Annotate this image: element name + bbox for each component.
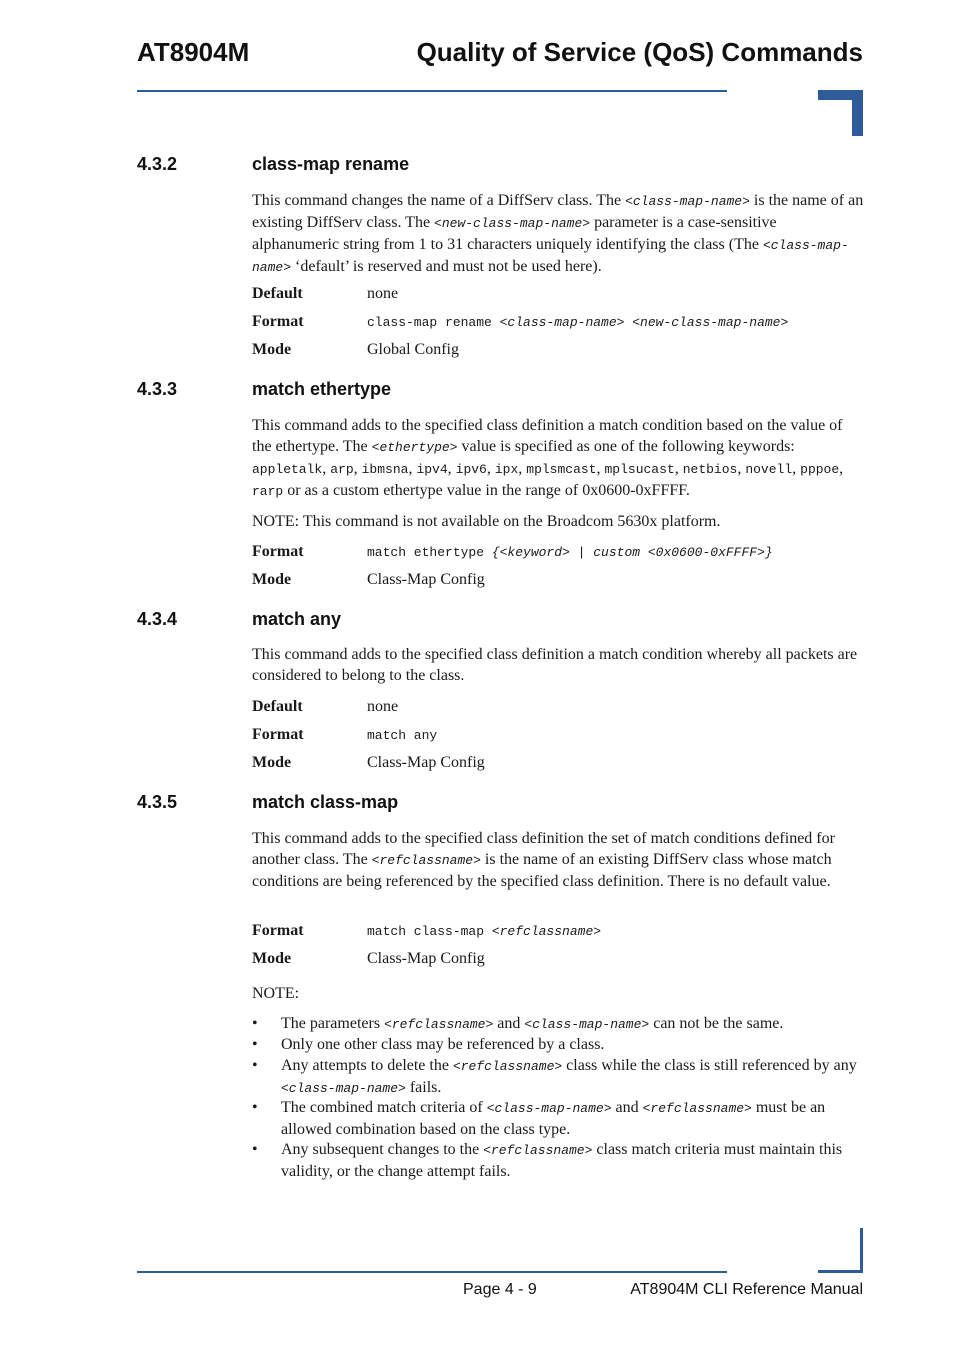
list-item [252,1034,864,1055]
param-code: <new-class-map-name> [434,216,591,231]
keyword: appletalk [252,462,323,477]
format-row [252,920,601,942]
mode-row [252,569,485,590]
param-code: <class-map-name> [625,194,750,209]
default-row [252,283,398,304]
note-label: NOTE: [252,985,300,1002]
text: class while the class is still referenced by any [562,1057,857,1074]
mode-row [252,339,459,360]
text: Any attempts to delete the [281,1057,453,1074]
bullet-icon: • [252,1036,258,1053]
section-4-3-2-description [252,190,864,278]
row-value: none [367,698,399,715]
row-value: Class-Map Config [367,950,485,967]
mode-row [252,752,485,773]
text: Any subsequent changes to the [281,1141,484,1158]
section-title: match class-map [252,792,399,812]
section-heading-4-3-5 [137,792,398,813]
section-4-3-5-description [252,828,864,892]
row-label: Mode [252,754,292,771]
command-code: match any [367,728,438,743]
text: ‘default’ is reserved and must not be used here). [291,258,602,275]
command-args: <class-map-name> <new-class-map-name> [499,315,789,330]
format-row [252,541,773,563]
list-item [252,1097,864,1140]
footer-corner-bar [818,1270,863,1273]
list-item [252,1013,864,1035]
text: parameter is a case-sensitive alphanumeric string from 1 to 31 characters uniquely identifying the class (The [252,214,777,253]
text: This command adds to the specified class definition the set of match conditions defined for another class. The [252,830,835,868]
text: and [493,1015,525,1032]
text: and [611,1099,643,1116]
row-label: Mode [252,571,292,588]
header-chapter-title: Quality of Service (QoS) Commands [416,37,863,67]
format-row [252,724,437,746]
param-code: <class-map-name> [486,1101,612,1116]
keyword: ipv6 [455,462,487,477]
header-product: AT8904M [137,37,250,67]
param-code: <class-map-name> [252,238,849,275]
row-value: Global Config [367,341,459,358]
param-code: <class-map-name> [524,1017,650,1032]
section-4-3-3-description: This command adds to the specified class definition a match condition based on the value of the ethertype. The <ethertype> value is specified as one of the following keywords: appletalk, arp, ibmsna, ipv4, ipv6, ipx, mplsmcast, mplsucast, netbios, novell, pppoe, rarp or as a custom ethertype value in the range of 0x0600-0xFFFF. [252,417,844,499]
row-label: Default [252,285,303,302]
note-text: NOTE: This command is not available on the Broadcom 5630x platform. [252,513,721,530]
param-code: <refclassname> [452,1059,563,1074]
command-code: match ethertype [367,545,492,560]
text: Only one other class may be referenced by a class. [281,1036,605,1053]
bullet-icon: • [252,1141,258,1158]
header-corner-post [852,90,863,136]
keyword: mplsucast [604,462,675,477]
text: is the name of an existing DiffServ class whose match conditions are being referenced by the specified class definition. There is no default value. [252,851,832,890]
section-title: match ethertype [252,379,392,399]
text: is the name of an existing DiffServ class. The [252,192,864,231]
row-label: Format [252,726,304,743]
row-value: Class-Map Config [367,571,485,588]
command-args: <refclassname> [491,924,602,939]
text: can not be the same. [649,1015,784,1032]
text: This command adds to the specified class definition a match condition based on the value of the ethertype. The [252,417,843,455]
text: or as a custom ethertype value in the range of 0x0600-0xFFFF. [283,482,690,499]
keyword: arp [330,462,354,477]
param-code: <refclassname> [384,1017,494,1032]
mode-row [252,948,485,969]
keyword: ibmsna [361,462,409,477]
section-4-3-4-description: This command adds to the specified class definition a match condition whereby all packets are considered to belong to the class. [252,646,858,684]
text: fails. [405,1079,442,1096]
section-heading-4-3-3 [137,379,391,400]
section-heading-4-3-2 [137,154,409,175]
section-number: 4.3.3 [137,379,178,399]
footer-corner-post [860,1228,863,1273]
text: value is specified as one of the following keywords: [457,438,795,455]
command-args: {<keyword> | custom <0x0600-0xFFFF>} [491,545,773,560]
section-title: class-map rename [252,154,410,174]
row-value: none [367,285,399,302]
section-heading-4-3-4 [137,609,341,630]
header-rule [137,90,727,92]
section-number: 4.3.5 [137,792,178,812]
row-label: Format [252,543,304,560]
keyword: netbios [682,462,738,477]
row-label: Mode [252,341,292,358]
command-code: match class-map [367,924,492,939]
param-code: <ethertype> [371,440,458,455]
section-number: 4.3.4 [137,609,178,629]
list-item [252,1139,864,1182]
manual-title: AT8904M CLI Reference Manual [630,1281,863,1298]
keyword: mplsmcast [526,462,597,477]
text: The combined match criteria of [281,1099,487,1116]
keyword: ipx [494,462,519,477]
keyword: ipv4 [416,462,448,477]
bullet-icon: • [252,1015,258,1032]
keyword: novell [745,462,793,477]
row-label: Default [252,698,303,715]
row-label: Format [252,922,304,939]
text: The parameters [281,1015,385,1032]
section-title: match any [252,609,342,629]
text: class match criteria must maintain this validity, or the change attempt fails. [281,1141,843,1180]
format-row [252,311,788,333]
param-code: <refclassname> [371,853,481,868]
param-code: <refclassname> [483,1143,593,1158]
text: must be an allowed combination based on the class type. [281,1099,826,1138]
row-label: Format [252,313,304,330]
keyword: rarp [252,484,284,499]
list-item [252,1055,864,1099]
param-code: <class-map-name> [281,1081,406,1096]
bullet-icon: • [252,1099,258,1116]
section-number: 4.3.2 [137,154,178,174]
row-value: Class-Map Config [367,754,485,771]
command-code: class-map rename [367,315,500,330]
text: This command changes the name of a DiffServ class. The [252,192,626,209]
footer-rule [137,1271,727,1273]
bullet-icon: • [252,1057,258,1074]
row-label: Mode [252,950,292,967]
default-row [252,696,398,717]
keyword: pppoe [800,462,840,477]
page-number: Page 4 - 9 [463,1281,537,1298]
param-code: <refclassname> [642,1101,752,1116]
